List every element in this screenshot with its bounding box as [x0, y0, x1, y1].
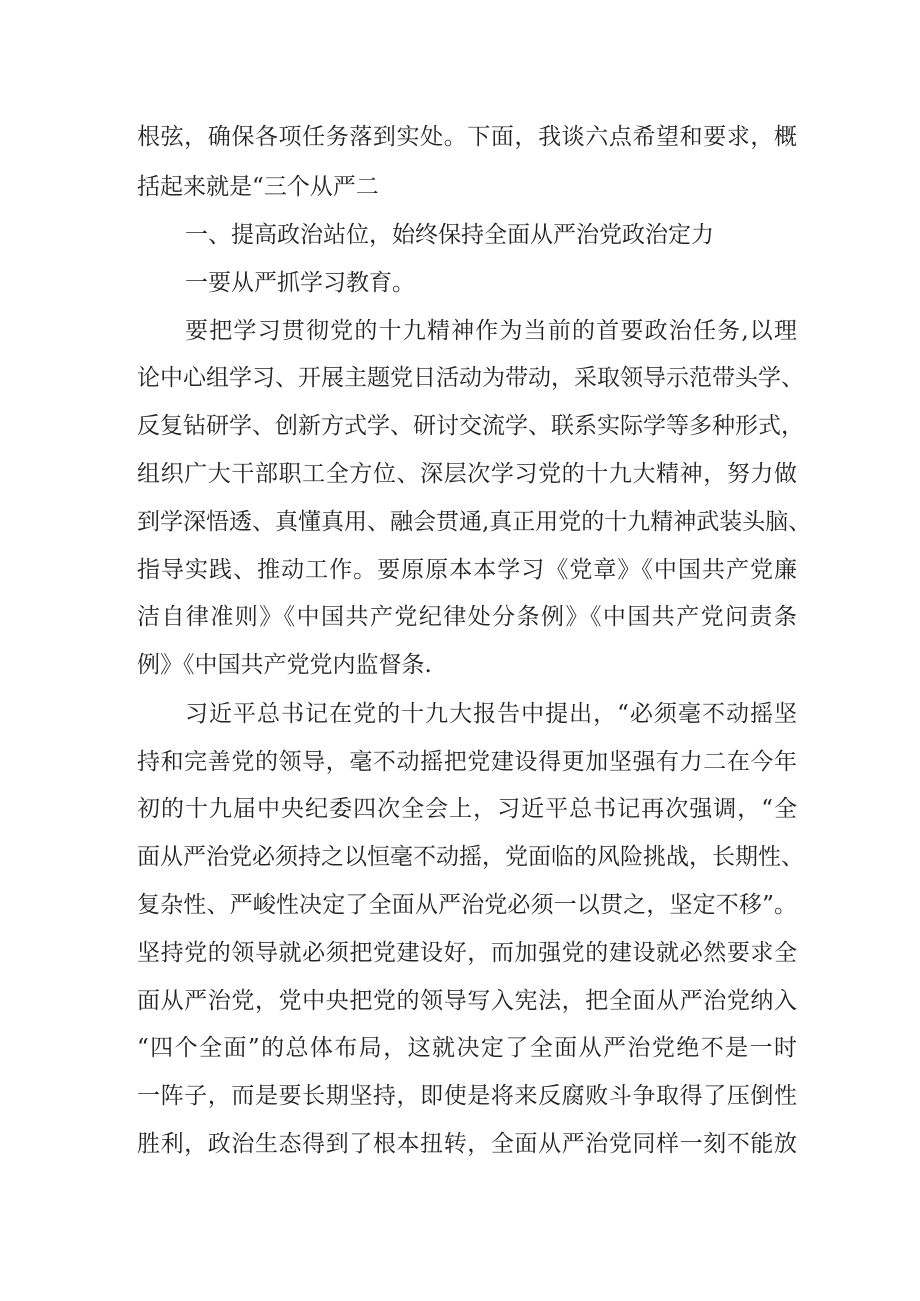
text-line: 复杂性、严峻性决定了全面从严治党必须一以贯之，坚定不移”。: [137, 892, 797, 918]
section-heading: 一、提高政治站位，始终保持全面从严治党政治定力: [185, 222, 714, 248]
text-line: 例》《中国共产党党内监督条.: [137, 652, 432, 678]
text-line: 面从严治党，党中央把党的领导写入宪法，把全面从严治党纳入: [137, 988, 797, 1014]
text-line: 持和完善党的领导，毫不动摇把党建设得更加坚强有力二在今年: [137, 749, 797, 775]
text-line: 胜利，政治生态得到了根本扭转，全面从严治党同样一刻不能放: [137, 1131, 797, 1157]
text-line: 组织广大干部职工全方位、深层次学习党的十九大精神，努力做: [137, 461, 797, 487]
text-line: 习近平总书记在党的十九大报告中提出，“必须毫不动摇坚: [185, 701, 797, 727]
text-line: 括起来就是“三个从严二: [137, 174, 379, 200]
text-line: 洁自律准则》《中国共产党纪律处分条例》《中国共产党问责条: [137, 604, 797, 630]
text-line: 面从严治党必须持之以恒毫不动摇，党面临的风险挑战，长期性、: [137, 844, 804, 870]
text-line: 反复钻研学、创新方式学、研讨交流学、联系实际学等多种形式，: [137, 413, 804, 439]
text-line: “四个全面”的总体布局，这就决定了全面从严治党绝不是一时: [137, 1035, 797, 1061]
text-line: 一阵子，而是要长期坚持，即使是将来反腐败斗争取得了压倒性: [137, 1083, 797, 1109]
text-line: 指导实践、推动工作。要原原本本学习《党章》《中国共产党廉: [137, 557, 797, 583]
text-line: 论中心组学习、开展主题党日活动为带动，采取领导示范带头学、: [137, 365, 804, 391]
text-line: 坚持党的领导就必须把党建设好，而加强党的建设就必然要求全: [137, 940, 797, 966]
subsection-heading: 一要从严抓学习教育。: [185, 270, 415, 296]
text-line: 根弦，确保各项任务落到实处。下面，我谈六点希望和要求，概: [137, 124, 797, 150]
text-line: 到学深悟透、真懂真用、融会贯通,真正用党的十九精神武装头脑、: [137, 509, 812, 535]
text-line: 初的十九届中央纪委四次全会上，习近平总书记再次强调，“全: [137, 796, 797, 822]
text-line: 要把学习贯彻党的十九精神作为当前的首要政治任务,以理: [185, 318, 797, 344]
